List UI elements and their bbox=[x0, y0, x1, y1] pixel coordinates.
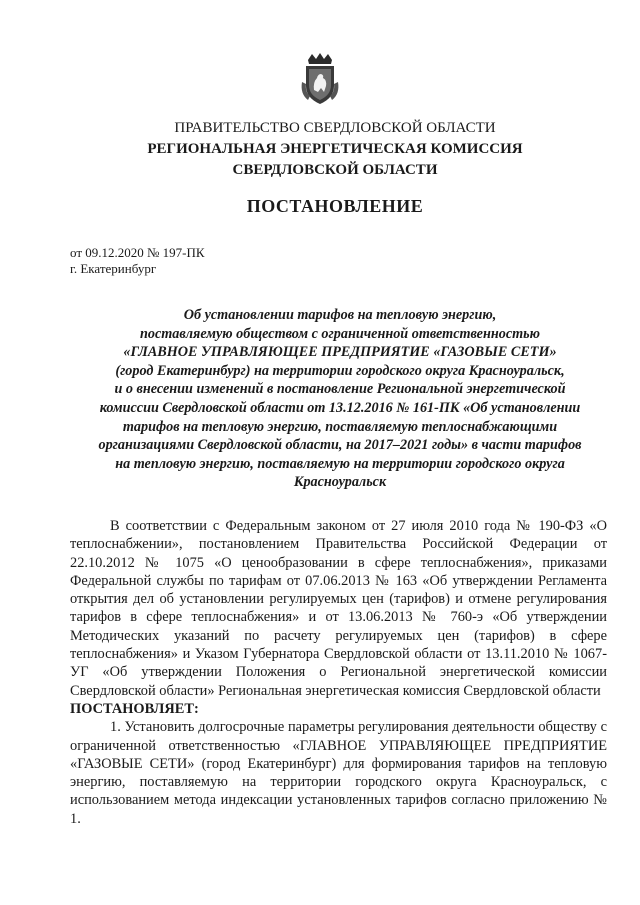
document-city: г. Екатеринбург bbox=[70, 261, 157, 276]
government-name: ПРАВИТЕЛЬСТВО СВЕРДЛОВСКОЙ ОБЛАСТИ bbox=[174, 120, 496, 136]
subject-line: комиссии Свердловской области от 13.12.2016 № 161-ПК «Об установлении bbox=[99, 399, 581, 416]
document-subject bbox=[80, 306, 600, 492]
commission-name-line1: РЕГИОНАЛЬНАЯ ЭНЕРГЕТИЧЕСКАЯ КОМИССИЯ bbox=[147, 141, 523, 157]
subject-line: и о внесении изменений в постановление Региональной энергетической bbox=[114, 381, 566, 398]
subject-line: Об установлении тарифов на тепловую энергию, bbox=[183, 307, 497, 323]
document-title: ПОСТАНОВЛЕНИЕ bbox=[246, 196, 424, 216]
resolves-heading: ПОСТАНОВЛЯЕТ: bbox=[70, 700, 199, 717]
subject-line: на тепловую энергию, поставляемую на территории городского округа bbox=[115, 455, 565, 472]
preamble-paragraph: В соответствии с Федеральным законом от 27 июля 2010 года № 190-ФЗ «О теплоснабжении», постановлением Правительства Российской Федерации от 22.10.2012 № 1075 «О ценообразовании в сфере теплоснабжения», приказами Федеральной службы по тарифам от 07.06.2013 № 163 «Об утверждении Регламента открытия дел об установлении регулируемых цен (тарифов) и отмене регулирования тарифов в сфере теплоснабжения» и от 13.06.2013 № 760-э «Об утверждении Методических указаний по расчету регулируемых цен (тарифов) в сфере теплоснабжения» и Указом Губернатора Свердловской области от 13.11.2010 № 1067-УГ «Об утверждении Положения о Региональной энергетической комиссии Свердловской области» Региональная энергетическая комиссия Свердловской области bbox=[70, 518, 607, 699]
subject-line: тарифов на тепловую энергию, поставляемую теплоснабжающими bbox=[122, 418, 558, 435]
subject-line: организациями Свердловской области, на 2017–2021 годы» в части тарифов bbox=[98, 437, 582, 454]
subject-line: «ГЛАВНОЕ УПРАВЛЯЮЩЕЕ ПРЕДПРИЯТИЕ «ГАЗОВЫЕ СЕТИ» bbox=[123, 344, 557, 361]
document-date-number: от 09.12.2020 № 197-ПК bbox=[70, 245, 205, 260]
document-body bbox=[70, 517, 607, 828]
item-1-paragraph: 1. Установить долгосрочные параметры регулирования деятельности обществу с ограниченной ответственностью «ГЛАВНОЕ УПРАВЛЯЮЩЕЕ ПРЕДПРИЯТИЕ «ГАЗОВЫЕ СЕТИ» (город Екатеринбург) для формирования тарифов на тепловую энергию, поставляемую на территории городского округа Красноуральск, с использованием метода индексации установленных тарифов согласно приложению № 1. bbox=[70, 719, 607, 827]
coat-of-arms-icon bbox=[300, 52, 340, 106]
subject-line: поставляемую обществом с ограниченной ответственностью bbox=[139, 325, 541, 342]
commission-name-line2: СВЕРДЛОВСКОЙ ОБЛАСТИ bbox=[232, 162, 438, 178]
subject-line: Красноуральск bbox=[293, 474, 387, 491]
subject-line: (город Екатеринбург) на территории городского округа Красноуральск, bbox=[115, 362, 565, 379]
